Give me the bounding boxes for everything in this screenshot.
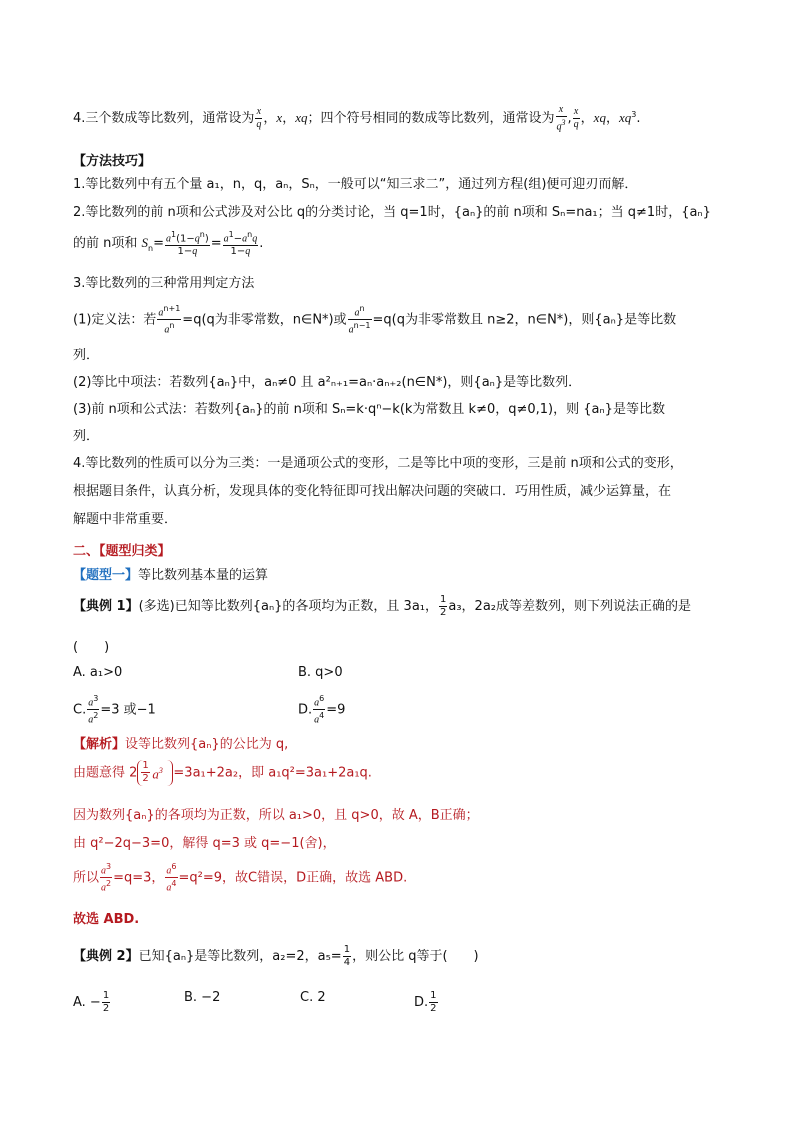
example2-option-c: C. 2 — [300, 990, 326, 1005]
example2-option-a: A. − $\frac{1}{2}$ — [73, 990, 110, 1014]
method-3: 3.等比数列的三种常用判定方法 — [73, 276, 255, 291]
type1-heading — [73, 564, 268, 583]
answer-line: 故选 ABD. — [73, 912, 140, 927]
option-a: A. a₁>0 — [73, 665, 123, 680]
example2-question: 【典例 2】已知{aₙ}是等比数列，a₂=2，a₅= $\frac{1}{4}$ ，则公比 q等于( ) — [73, 944, 479, 968]
method-3-2: (2)等比中项法：若数列{aₙ}中，aₙ≠0 且 a²ₙ₊₁=aₙ·aₙ₊₂(n∈N*)，则{aₙ}是等比数列． — [73, 375, 582, 390]
solution-line-1: 【解析】设等比数列{aₙ}的公比为 q, — [73, 737, 289, 752]
option-d: D. $\frac{a^6}{a^4}$ =9 — [298, 694, 346, 726]
method-4a: 4.等比数列的性质可以分为三类：一是通项公式的变形，二是等比中项的变形，三是前 n项和公式的变形， — [73, 456, 683, 471]
intro4-text-b: ；四个符号相同的数成等比数列，通常设为 — [307, 111, 555, 127]
method-2a: 2.等比数列的前 n项和公式涉及对公比 q的分类讨论，当 q=1时，{aₙ}的前 n项和 Sₙ=na₁；当 q≠1时，{aₙ} — [73, 205, 711, 220]
method-3-3a: (3)前 n项和公式法：若数列{aₙ}的前 n项和 Sₙ=k·qⁿ−k(k为常数且 k≠0，q≠0,1)，则 {aₙ}是等比数 — [73, 402, 665, 417]
intro4-text: 4.三个数成等比数列，通常设为 — [73, 111, 255, 127]
example2-option-d: D. $\frac{1}{2}$ — [414, 990, 437, 1014]
option-c: C. $\frac{a^3}{a^2}$ =3 或−1 — [73, 694, 156, 726]
example2-option-b: B. −2 — [184, 990, 221, 1005]
intro-item-4: 4.三个数成等比数列，通常设为 $\frac{x}{q}$ ，x，xq；四个符号相同的数成等比数列，通常设为 $\frac{x}{q^3}$ , $\frac{x}{q}$ ，xq，$xq^3$. — [73, 104, 641, 133]
example2-tag: 【典例 2】 — [73, 949, 139, 964]
method-title: 【方法技巧】 — [73, 154, 152, 169]
method-3-1d: 列． — [73, 348, 100, 363]
method-4b: 根据题目条件，认真分析，发现具体的变化特征即可找出解决问题的突破口．巧用性质，减少运算量，在 — [73, 484, 672, 499]
method-1: 1.等比数列中有五个量 a₁，n，q，aₙ，Sₙ，一般可以“知三求二”，通过列方程(组)便可迎刃而解． — [73, 177, 638, 192]
method-4c: 解题中非常重要． — [73, 512, 178, 527]
solution-line-2: 由题意得 2 $\frac{1}{2}$ $a^3$ =3a₁+2a₂，即 a₁q²=3a₁+2a₁q. — [73, 760, 372, 784]
option-b: B. q>0 — [298, 665, 343, 680]
example1-paren: ( ) — [73, 640, 110, 655]
solution-line-5: 所以 $\frac{a^3}{a^2}$ =q=3， $\frac{a^6}{a^4}$ =q²=9，故C错误，D正确，故选 ABD. — [73, 862, 408, 894]
method-3-1: (1)定义法：若 $\frac{a^{n+1}}{a^n}$ =q(q为非零常数，n∈N*)或 $\frac{a^n}{a^{n-1}}$ =q(q为非零常数且 n≥2，n∈N*)，则{aₙ}是等比数 — [73, 304, 677, 336]
example1-question: 【典例 1】(多选)已知等比数列{aₙ}的各项均为正数，且 3a₁， $\frac{1}{2}$ a₃，2a₂成等差数列，则下列说法正确的是 — [73, 594, 692, 618]
method-2b: 的前 n项和 $S_n=$ $\frac{a^1(1-q^n)}{1-q}$ = $\frac{a^1-a^nq}{1-q}$ . — [73, 230, 264, 258]
section-heading: 二、【题型归类】 — [73, 544, 171, 559]
solution-line-3: 因为数列{aₙ}的各项均为正数，所以 a₁>0，且 q>0，故 A，B正确； — [73, 808, 479, 823]
solution-line-4: 由 q²−2q−3=0，解得 q=3 或 q=−1(舍)， — [73, 836, 336, 851]
solution-tag: 【解析】 — [73, 737, 126, 752]
method-3-3b: 列． — [73, 429, 100, 444]
type1-tag: 【题型一】 — [73, 568, 139, 583]
example1-tag: 【典例 1】 — [73, 599, 139, 614]
fraction-x-over-q: $\frac{x}{q}$ — [256, 106, 262, 131]
type1-title: 等比数列基本量的运算 — [138, 568, 269, 583]
